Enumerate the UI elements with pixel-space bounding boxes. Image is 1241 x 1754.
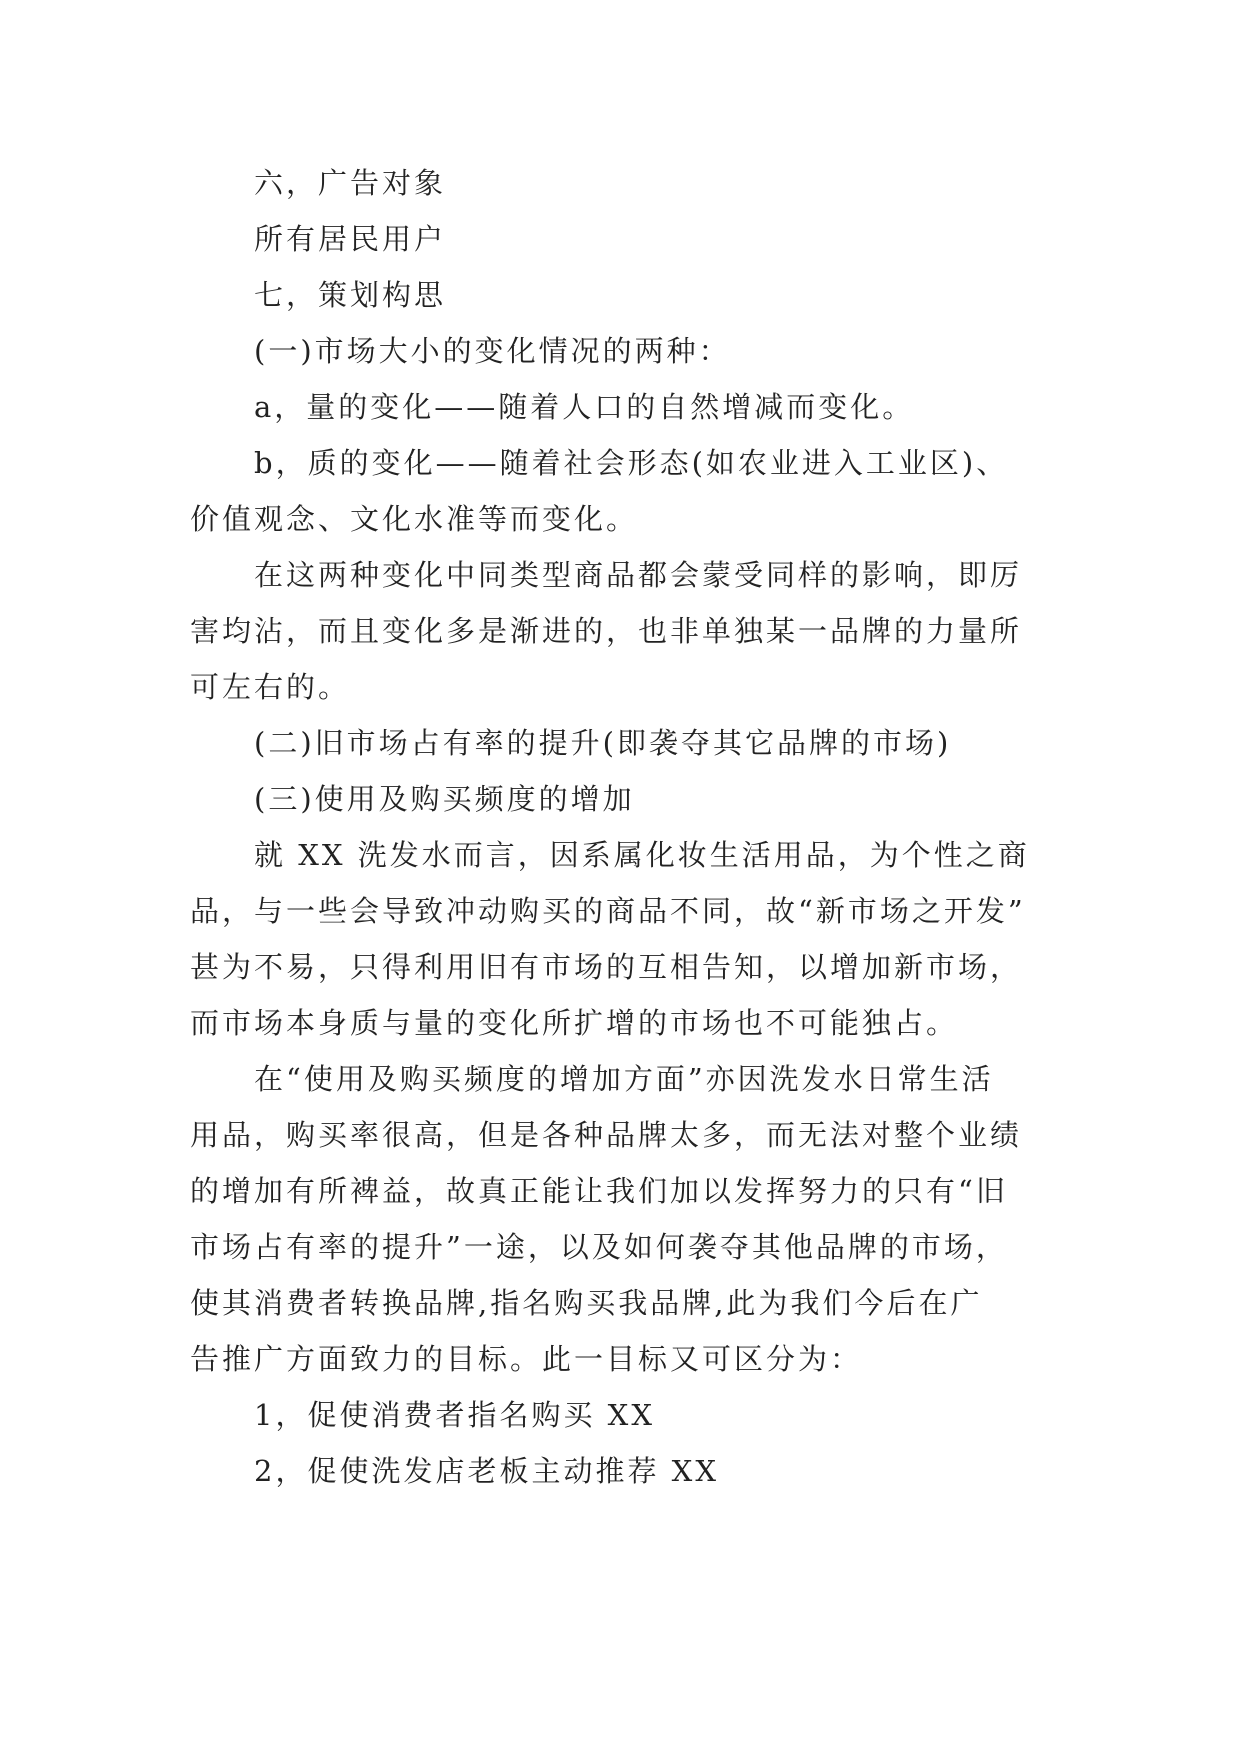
text-line: 七，策划构思 — [254, 278, 447, 312]
text-line: 价值观念、文化水准等而变化。 — [190, 502, 639, 536]
text-line: 市场占有率的提升”一途，以及如何袭夺其他品牌的市场， — [190, 1230, 1008, 1264]
text-line: 2，促使洗发店老板主动推荐 XX — [254, 1454, 719, 1488]
text-line: 的增加有所裨益，故真正能让我们加以发挥努力的只有“旧 — [190, 1174, 1008, 1208]
text-line: 害均沾，而且变化多是渐进的，也非单独某一品牌的力量所 — [190, 614, 1023, 648]
text-line: a，量的变化——随着人口的自然增减而变化。 — [254, 390, 915, 424]
text-line: 可左右的。 — [190, 670, 351, 704]
text-line: (一)市场大小的变化情况的两种： — [254, 334, 731, 368]
text-line: 使其消费者转换品牌,指名购买我品牌,此为我们今后在广 — [190, 1286, 983, 1320]
text-line: 所有居民用户 — [254, 222, 447, 256]
document-body — [190, 155, 1050, 1499]
text-line: 而市场本身质与量的变化所扩增的市场也不可能独占。 — [190, 1006, 959, 1040]
text-line: 甚为不易，只得利用旧有市场的互相告知，以增加新市场， — [190, 950, 1023, 984]
text-line: 就 XX 洗发水而言，因系属化妆生活用品，为个性之商 — [254, 838, 1030, 872]
text-line: b，质的变化——随着社会形态(如农业进入工业区)、 — [254, 446, 1009, 480]
text-line: (二)旧市场占有率的提升(即袭夺其它品牌的市场) — [254, 726, 952, 760]
text-line: 1，促使消费者指名购买 XX — [254, 1398, 655, 1432]
text-line: 告推广方面致力的目标。此一目标又可区分为： — [190, 1342, 863, 1376]
text-line: 在“使用及购买频度的增加方面”亦因洗发水日常生活 — [254, 1062, 994, 1096]
text-line: 品，与一些会导致冲动购买的商品不同，故“新市场之开发” — [190, 894, 1026, 928]
text-line: 用品，购买率很高，但是各种品牌太多，而无法对整个业绩 — [190, 1118, 1023, 1152]
text-line: 在这两种变化中同类型商品都会蒙受同样的影响，即厉 — [254, 558, 1023, 592]
text-line: 六，广告对象 — [254, 166, 447, 200]
text-line: (三)使用及购买频度的增加 — [254, 782, 635, 816]
